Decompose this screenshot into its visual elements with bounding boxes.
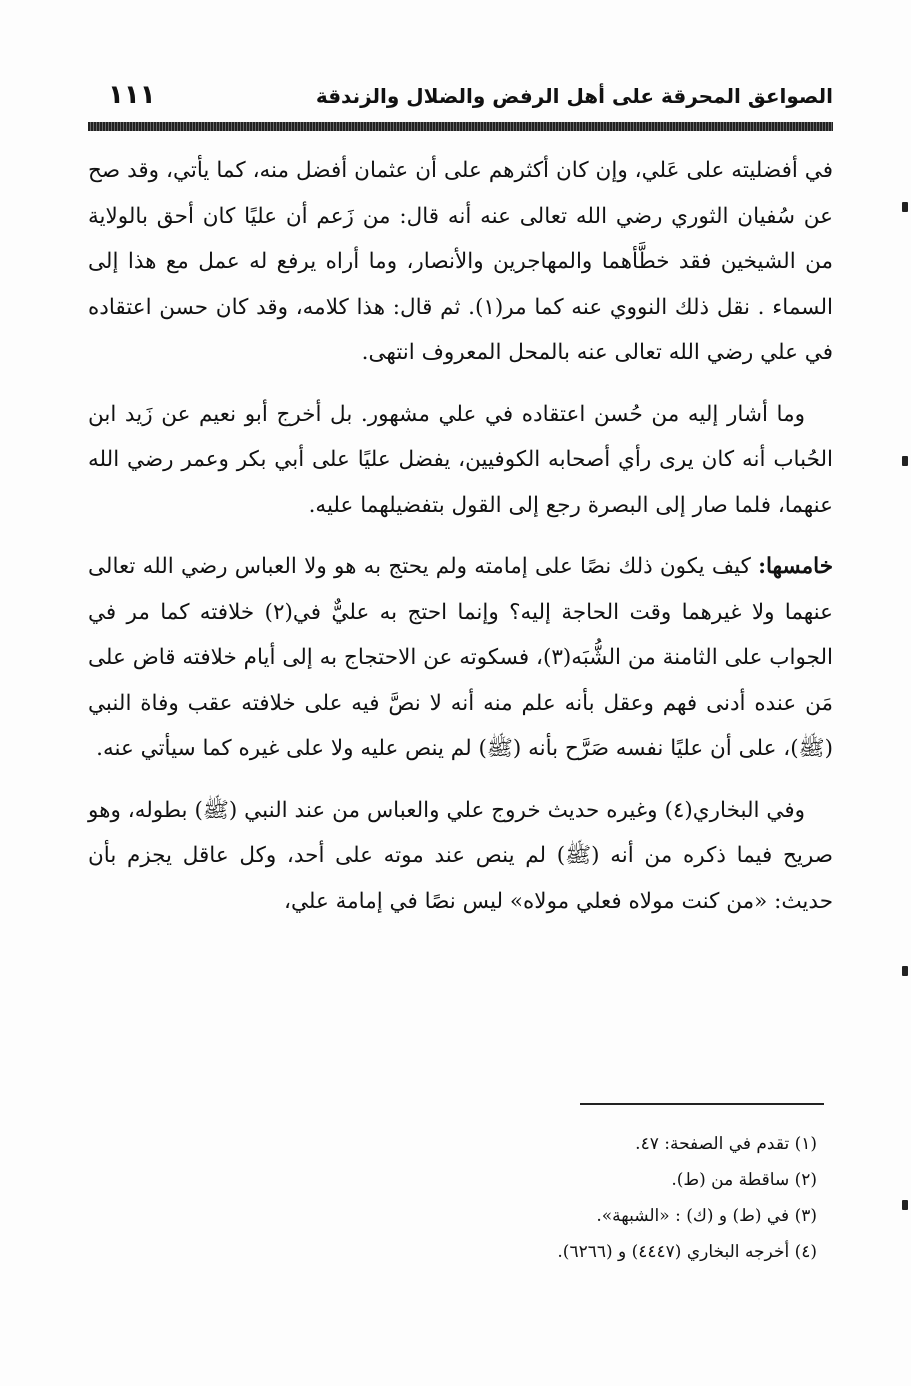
margin-mark	[902, 1200, 908, 1210]
footnotes	[88, 1126, 817, 1270]
footnote: (٣) في (ط) و (ك) : «الشبهة».	[596, 1206, 817, 1226]
main-text	[88, 148, 833, 940]
page-number: ١١١	[108, 80, 156, 110]
footnote: (٤) أخرجه البخاري (٤٤٤٧) و (٦٢٦٦).	[557, 1242, 817, 1262]
footnote: (٢) ساقطة من (ط).	[671, 1170, 817, 1190]
paragraph: وفي البخاري(٤) وغيره حديث خروج علي والعباس من عند النبي (ﷺ) بطوله، وهو صريح فيما ذكره من أنه (ﷺ) لم ينص عند موته على أحد، وكل عاقل يجزم بأن حديث: «من كنت مولاه فعلي مولاه» ليس نصًا في إمامة علي،	[88, 797, 833, 914]
footnote: (١) تقدم في الصفحة: ٤٧.	[635, 1134, 817, 1154]
paragraph-lead: خامسها:	[758, 554, 833, 579]
paragraph-text: كيف يكون ذلك نصًا على إمامته ولم يحتج به هو ولا العباس رضي الله تعالى عنهما ولا غيرهما وقت الحاجة إليه؟ وإنما احتج به عليٌّ في(٢) خلافته كما مر في الجواب على الثامنة من الشُّبَه(٣)، فسكوته عن الاحتجاج به إلى أيام خلافته قاض على مَن عنده أدنى فهم وعقل بأنه علم منه أنه لا نصَّ فيه على خلافته عقب وفاة النبي (ﷺ)، على أن عليًا نفسه صَرَّح بأنه (ﷺ) لم ينص عليه ولا على غيره كما سيأتي عنه.	[88, 554, 834, 761]
header-rule	[88, 122, 833, 131]
footnote-separator	[580, 1103, 824, 1105]
paragraph: وما أشار إليه من حُسن اعتقاده في علي مشهور. بل أخرج أبو نعيم عن زَيد ابن الحُباب أنه كان يرى رأي أصحابه الكوفيين، يفضل عليًا على أبي بكر وعمر رضي الله عنهما، فلما صار إلى البصرة رجع إلى القول بتفضيلهما عليه.	[88, 401, 833, 518]
margin-mark	[902, 202, 908, 212]
paragraph	[88, 544, 833, 772]
page-header	[88, 80, 833, 120]
margin-mark	[902, 966, 908, 976]
paragraph: في أفضليته على عَلي، وإن كان أكثرهم على أن عثمان أفضل منه، كما يأتي، وقد صح عن سُفيان الثوري رضي الله تعالى عنه أنه قال: من زَعم أن عليًا كان أحق بالولاية من الشيخين فقد خطَّأهما والمهاجرين والأنصار، وما أراه يرفع له عمل مع هذا إلى السماء . نقل ذلك النووي عنه كما مر(١). ثم قال: هذا كلامه، وقد كان حسن اعتقاده في علي رضي الله تعالى عنه بالمحل المعروف انتهى.	[88, 158, 833, 365]
margin-mark	[902, 456, 908, 466]
running-title: الصواعق المحرقة على أهل الرفض والضلال والزندقة	[315, 84, 833, 108]
